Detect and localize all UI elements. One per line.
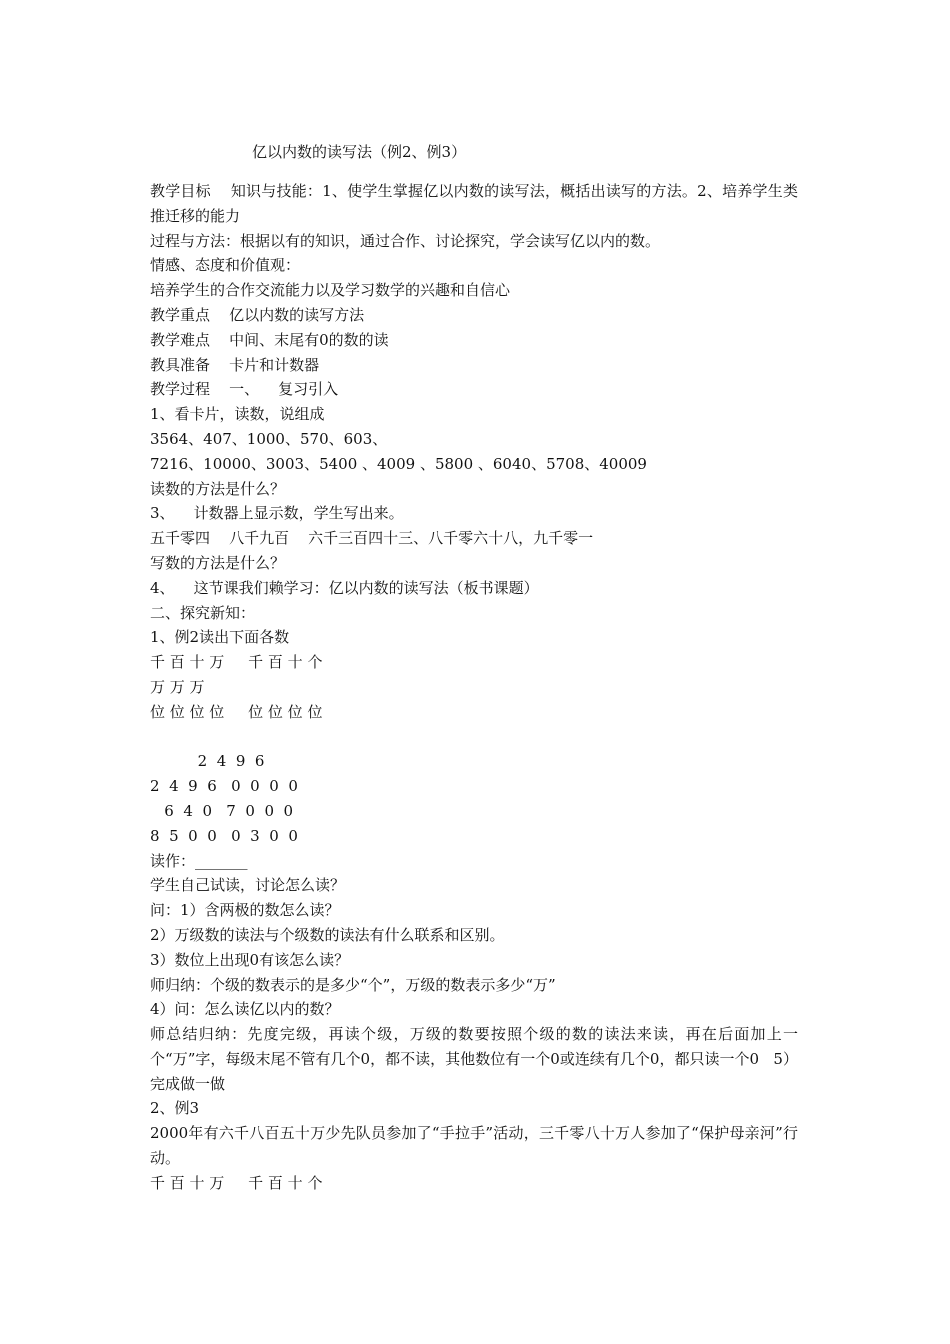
body-paragraph: 教学目标 知识与技能：1、使学生掌握亿以内数的读写法，概括出读写的方法。2、培养学生类推迁移的能力	[150, 182, 798, 225]
body-line: 4）问：怎么读亿以内的数？	[150, 1000, 340, 1019]
body-line: 6 4 0 7 0 0 0	[150, 801, 294, 820]
body-line: 教具准备 卡片和计数器	[150, 355, 320, 374]
body-line: 教学重点 亿以内数的读写方法	[150, 305, 365, 324]
body-line: 教学难点 中间、末尾有0的数的读	[150, 330, 389, 349]
body-line: 五千零四 八千九百 六千三百四十三、八千零六十八，九千零一	[150, 529, 594, 548]
body-line: 2、例3	[150, 1099, 200, 1118]
body-line: 2 4 9 6	[150, 752, 265, 771]
body-line: 过程与方法：根据以有的知识，通过合作、讨论探究，学会读写亿以内的数。	[150, 231, 661, 250]
body-line: 学生自己试读，讨论怎么读？	[150, 876, 346, 895]
body-line: 千 百 十 万 千 百 十 个	[150, 1173, 323, 1192]
body-line: 2）万级数的读法与个级数的读法有什么联系和区别。	[150, 925, 505, 944]
body-line: 1、看卡片，读数，说组成	[150, 405, 325, 424]
body-line: 4、 这节课我们赖学习：亿以内数的读写法（板书课题）	[150, 578, 539, 597]
body-line: 二、探究新知：	[150, 603, 256, 622]
body-paragraph: 2000年有六千八百五十万少先队员参加了“手拉手”活动，三千零八十万人参加了“保护母亲河”行动。	[150, 1124, 798, 1168]
document-title: 亿以内数的读写法（例2、例3）	[252, 143, 467, 161]
body-line: 万 万 万	[150, 677, 205, 696]
body-paragraph: 师总结归纳：先度完级，再读个级，万级的数要按照个级的数的读法来读，再在后面加上一个“万”字，每级末尾不管有几个0，都不读，其他数位有一个0或连续有几个0，都只读一个0 5）完成做一做	[150, 1025, 798, 1093]
body-line: 3、 计数器上显示数，学生写出来。	[150, 504, 404, 523]
body-line: 情感、态度和价值观：	[150, 256, 301, 275]
body-line: 7216、10000、3003、5400 、4009 、5800 、6040、5708、40009	[150, 454, 647, 473]
body-line: 3）数位上出现0有该怎么读？	[150, 950, 350, 969]
body-line: 3564、407、1000、570、603、	[150, 429, 388, 448]
body-line: 师归纳：个级的数表示的是多少“个”，万级的数表示多少“万”	[150, 975, 556, 994]
body-line: 培养学生的合作交流能力以及学习数学的兴趣和自信心	[150, 281, 511, 300]
body-line: 写数的方法是什么？	[150, 553, 286, 572]
blank-line	[150, 725, 798, 750]
body-line: 教学过程 一、 复习引入	[150, 380, 339, 399]
body-line: 位 位 位 位 位 位 位 位	[150, 702, 323, 721]
body-line: 2 4 9 6 0 0 0 0	[150, 777, 298, 796]
body-line: 问：1）含两极的数怎么读？	[150, 901, 340, 920]
document-body	[150, 179, 798, 1196]
body-line: 读作：_______	[150, 851, 248, 870]
body-line: 1、例2读出下面各数	[150, 628, 290, 647]
body-line: 8 5 0 0 0 3 0 0	[150, 826, 298, 845]
body-line: 读数的方法是什么？	[150, 479, 286, 498]
body-line: 千 百 十 万 千 百 十 个	[150, 653, 323, 672]
